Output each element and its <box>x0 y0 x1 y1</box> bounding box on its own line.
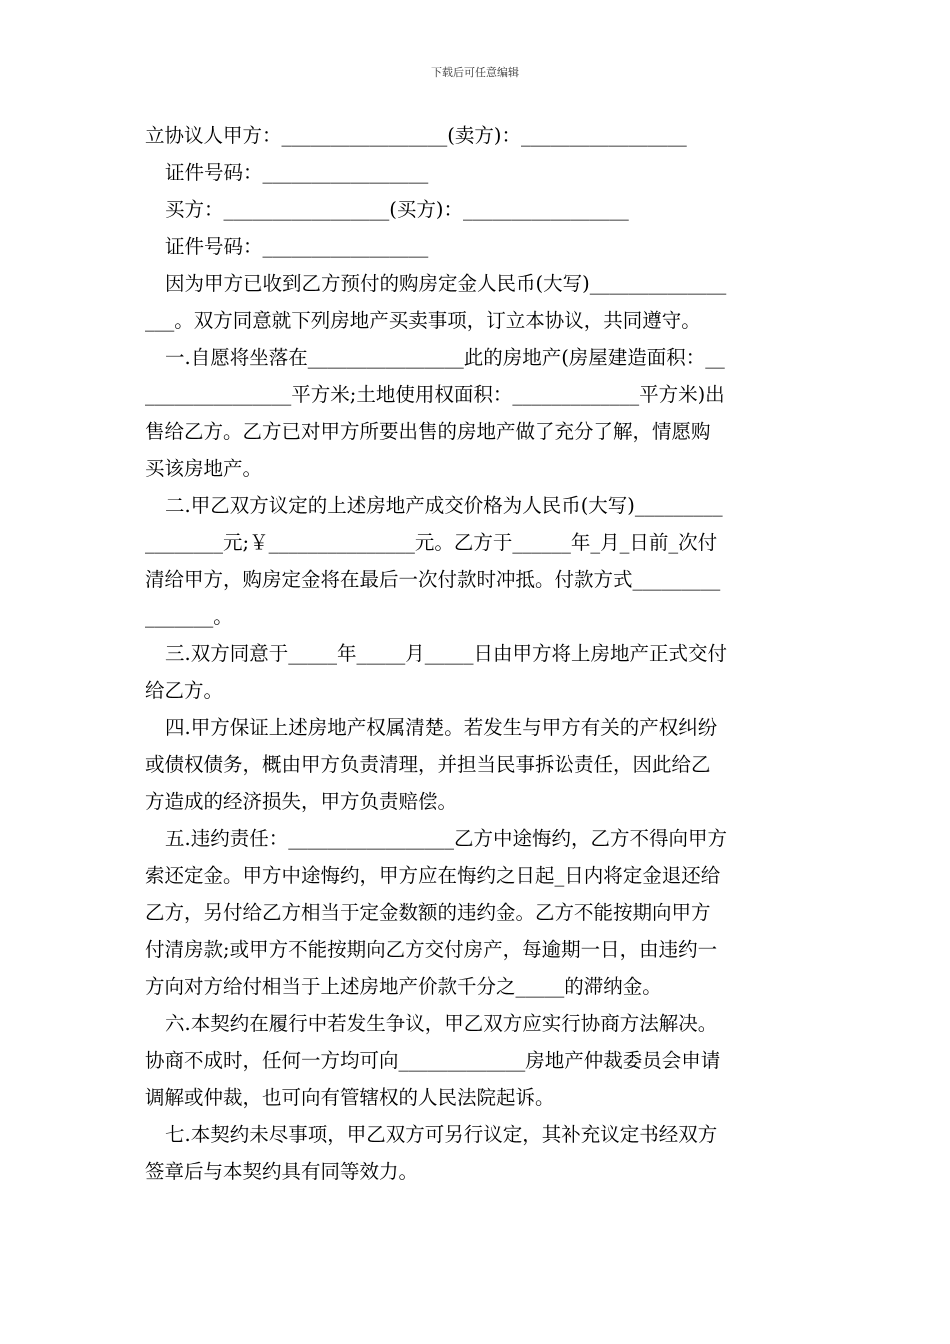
clause-3-line-2: 给乙方。 <box>145 679 224 702</box>
clause-1-line-2: _______________平方米;土地使用权面积：_____________平方米)出 <box>145 383 725 406</box>
clause-4-line-2: 或债权债务，概由甲方负责清理，并担当民事拆讼责任，因此给乙 <box>145 753 711 776</box>
clause-5-line-1: 五.违约责任：_________________乙方中途悔约，乙方不得向甲方 <box>165 827 727 850</box>
party-a-id-line: 证件号码：_________________ <box>165 161 429 184</box>
preamble-line-1: 因为甲方已收到乙方预付的购房定金人民币(大写)______________ <box>165 272 727 295</box>
clause-2-line-3: 清给甲方，购房定金将在最后一次付款时冲抵。付款方式_________ <box>145 568 721 591</box>
clause-4-line-3: 方造成的经济损失，甲方负责赔偿。 <box>145 790 458 813</box>
clause-1-line-4: 买该房地产。 <box>145 457 263 480</box>
clause-2-line-2: ________元;￥_______________元。乙方于______年_月_日前_次付 <box>145 531 718 554</box>
clause-4-line-1: 四.甲方保证上述房地产权属清楚。若发生与甲方有关的产权纠纷 <box>165 716 718 739</box>
clause-7-line-1: 七.本契约未尽事项，甲乙双方可另行议定，其补充议定书经双方 <box>165 1123 718 1146</box>
preamble-line-2: ___。双方同意就下列房地产买卖事项，订立本协议，共同遵守。 <box>145 309 701 332</box>
clause-5-line-5: 方向对方给付相当于上述房地产价款千分之_____的滞纳金。 <box>145 975 662 998</box>
clause-3-line-1: 三.双方同意于_____年_____月_____日由甲方将上房地产正式交付 <box>165 642 727 665</box>
clause-2-line-4: _______。 <box>145 605 233 628</box>
clause-1-line-3: 售给乙方。乙方已对甲方所要出售的房地产做了充分了解，情愿购 <box>145 420 711 443</box>
clause-6-line-2: 协商不成时，任何一方均可向_____________房地产仲裁委员会申请 <box>145 1049 721 1072</box>
clause-2-line-1: 二.甲乙双方议定的上述房地产成交价格为人民币(大写)_________ <box>165 494 723 517</box>
clause-5-line-4: 付清房款;或甲方不能按期向乙方交付房产，每逾期一日，由违约一 <box>145 938 718 961</box>
contract-body <box>145 117 807 1190</box>
clause-1-line-1: 一.自愿将坐落在________________此的房地产(房屋建造面积：__ <box>165 346 725 369</box>
party-b-id-line: 证件号码：_________________ <box>165 235 429 258</box>
page-header-note: 下载后可任意编辑 <box>431 66 519 79</box>
clause-6-line-3: 调解或仲裁，也可向有管辖权的人民法院起诉。 <box>145 1086 555 1109</box>
clause-7-line-2: 签章后与本契约具有同等效力。 <box>145 1160 419 1183</box>
clause-6-line-1: 六.本契约在履行中若发生争议，甲乙双方应实行协商方法解决。 <box>165 1012 718 1035</box>
clause-5-line-3: 乙方，另付给乙方相当于定金数额的违约金。乙方不能按期向甲方 <box>145 901 711 924</box>
party-b-line: 买方：_________________(买方)：_________________ <box>165 198 629 221</box>
party-a-line: 立协议人甲方：_________________(卖方)：_________________ <box>145 124 687 147</box>
clause-5-line-2: 索还定金。甲方中途悔约，甲方应在悔约之日起_日内将定金退还给 <box>145 864 721 887</box>
